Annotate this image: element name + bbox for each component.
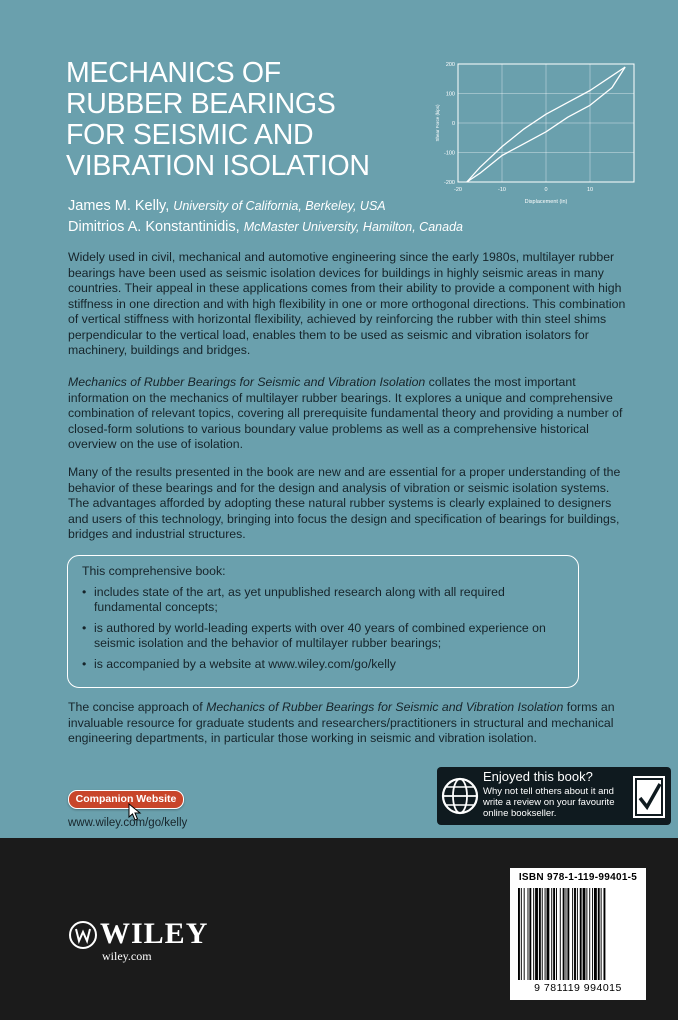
author-1-affiliation: University of California, Berkeley, USA (173, 199, 386, 213)
feature-item-1: • includes state of the art, as yet unpublished research along with all required fundamental concepts; (82, 585, 568, 616)
review-banner[interactable] (437, 767, 671, 825)
barcode-bar (547, 888, 550, 980)
chart-ytick-label: 0 (451, 121, 455, 127)
author-2 (68, 217, 548, 238)
barcode-bar (592, 888, 593, 980)
checkmark-icon (633, 776, 665, 818)
book-title (66, 58, 446, 182)
paragraph-4-rest: forms an invaluable resource for graduate students and researchers/practitioners in structural and mechanical engineering departments, in particular those working in seismic and vibration isolation. (68, 700, 615, 745)
review-text: Why not tell others about it and write a review on your favourite online bookseller. (483, 786, 615, 819)
chart-xtick-label: -20 (454, 187, 462, 193)
barcode-bar (553, 888, 555, 980)
barcode-bar (563, 888, 565, 980)
publisher-site: wiley.com (102, 949, 152, 963)
barcode-digits: 9 781119 994015 (534, 982, 622, 994)
paragraph-4 (68, 700, 628, 747)
chart-xtick-label: 10 (586, 187, 594, 193)
author-1-name: James M. Kelly, (68, 198, 170, 214)
barcode-bar (589, 888, 590, 980)
barcode-bar (524, 888, 525, 980)
paragraph-1-text: Widely used in civil, mechanical and automotive engineering since the early 1980s, multilayer rubber bearings have been used as seismic isolation devices for buildings in highly seismic areas in many countries. Their appeal in these applications comes from their ability to provide a component with high stiffness in one direction and with high flexibility in one or more orthogonal directions. This combination of vertical stiffness with horizontal flexibility, achieved by reinforcing the rubber with thin steel shims perpendicular to the vertical load, enables them to be used as seismic and vibration isolators for machinery, buildings and bridges. (68, 250, 626, 357)
chart-xlabel: Displacement (in) (524, 199, 568, 205)
barcode-bar (572, 888, 573, 980)
title-line-2: RUBBER BEARINGS (66, 88, 336, 120)
chart-xtick-label: 0 (544, 187, 548, 193)
publisher-name: WILEY (100, 917, 209, 950)
paragraph-3-text: Many of the results presented in the book are new and are essential for a proper understanding of the behavior of these bearings and for the design and analysis of vibration or seismic isolation systems. The advantages afforded by adopting these natural rubber systems is clearly explained to designers and users of this technology, bringing into focus the design and specification of bearings for buildings, bridges and industrial structures. (68, 465, 621, 541)
barcode-bar (567, 888, 569, 980)
companion-url[interactable]: www.wiley.com/go/kelly (68, 817, 188, 829)
globe-icon (440, 770, 480, 822)
wiley-seal-icon (68, 920, 98, 950)
barcode-bar (577, 888, 578, 980)
features-list (82, 585, 568, 673)
barcode-bar (545, 888, 546, 980)
barcode-bar (604, 888, 606, 980)
paragraph-4-book-title: Mechanics of Rubber Bearings for Seismic and Vibration Isolation (206, 700, 564, 714)
chart-ytick-label: 100 (445, 91, 455, 98)
feature-item-3: • is accompanied by a website at www.wiley.com/go/kelly (82, 657, 568, 673)
barcode-bars (516, 888, 640, 980)
paragraph-2-rest: collates the most important information on the mechanics of multilayer rubber bearings. It explores a unique and comprehensive combination of relevant topics, covering all prerequisite fundamental theory and providing a number of closed-form solutions to various boundary value problems as well as a comprehensive historical overview on the use of isolation. (68, 375, 623, 451)
review-title: Enjoyed this book? (483, 769, 593, 784)
barcode-bar (529, 888, 531, 980)
chart-ytick-label: 200 (445, 62, 455, 68)
paragraph-4-text (68, 700, 628, 747)
paragraph-2-book-title: Mechanics of Rubber Bearings for Seismic and Vibration Isolation (68, 375, 426, 389)
barcode-bar (533, 888, 534, 980)
title-line-1: MECHANICS OF (66, 57, 281, 89)
paragraph-2-text (68, 375, 628, 453)
companion-website-button[interactable]: Companion Website (68, 790, 184, 809)
paragraph-1 (68, 250, 628, 359)
paragraph-3 (68, 465, 628, 543)
author-2-affiliation: McMaster University, Hamilton, Canada (243, 220, 463, 234)
barcode-panel (510, 868, 646, 1000)
barcode-bar (560, 888, 561, 980)
features-intro: This comprehensive book: (82, 564, 226, 578)
barcode-bar (518, 888, 520, 980)
barcode-bar (528, 888, 529, 980)
chart-ytick-label: -200 (443, 180, 455, 186)
author-2-name: Dimitrios A. Konstantinidis, (68, 219, 240, 235)
barcode-bar (580, 888, 582, 980)
barcode-bar (542, 888, 543, 980)
barcode-bar (535, 888, 538, 980)
barcode-bar (556, 888, 557, 980)
chart-xtick-label: -10 (498, 187, 506, 193)
title-line-3: FOR SEISMIC AND (66, 119, 314, 151)
chart-ylabel: Shear Force (kips) (435, 104, 440, 142)
paragraph-2 (68, 375, 628, 453)
isbn-label: ISBN 978-1-119-99401-5 (518, 872, 638, 883)
barcode-bar (583, 888, 586, 980)
title-line-4: VIBRATION ISOLATION (66, 150, 370, 182)
barcode-bar (594, 888, 597, 980)
barcode-bar (574, 888, 576, 980)
chart-ytick-label: -100 (443, 150, 455, 157)
barcode-bar (598, 888, 600, 980)
barcode-bar (601, 888, 602, 980)
features-box (67, 555, 579, 688)
barcode-bar (539, 888, 541, 980)
barcode-bar (521, 888, 522, 980)
barcode-bar (586, 888, 587, 980)
hysteresis-chart (432, 56, 642, 214)
paragraph-4-pre: The concise approach of (68, 700, 207, 714)
barcode-bar (566, 888, 567, 980)
barcode-bar (551, 888, 552, 980)
feature-item-2: • is authored by world-leading experts with over 40 years of combined experience on seismic isolation and the behavior of multilayer rubber bearings; (82, 621, 568, 652)
